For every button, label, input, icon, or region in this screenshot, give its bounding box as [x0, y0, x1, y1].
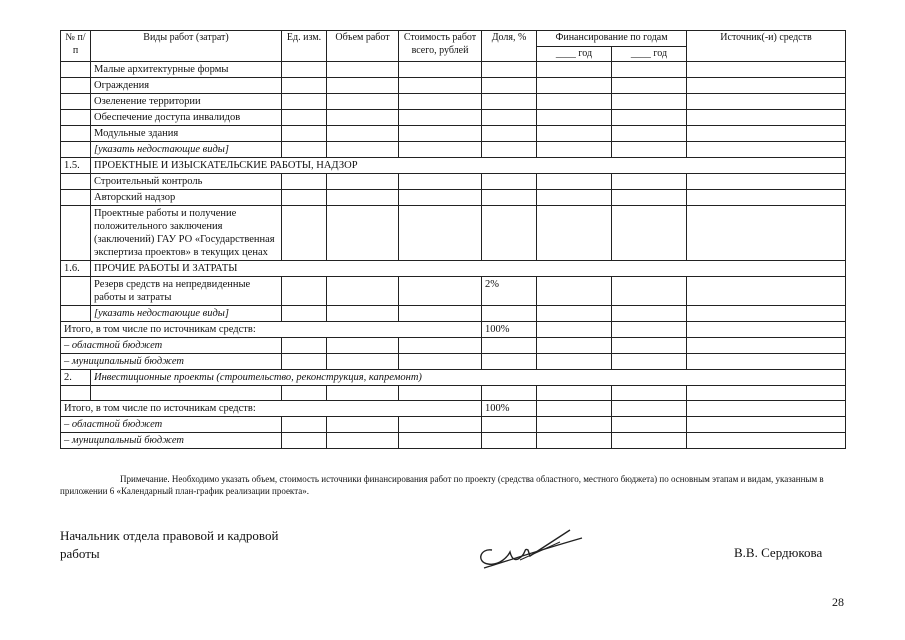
- total-row: [61, 322, 846, 338]
- work-name: Озеленение территории: [91, 94, 282, 110]
- missing-types: [указать недостающие виды]: [91, 142, 282, 158]
- signatory-name: В.В. Сердюкова: [734, 545, 823, 560]
- table-row: [61, 386, 846, 401]
- share-value: 100%: [482, 322, 537, 338]
- table-row: [61, 277, 846, 306]
- total-label: Итого, в том числе по источникам средств:: [61, 322, 482, 338]
- work-name: Малые архитектурные формы: [91, 62, 282, 78]
- total-label: Итого, в том числе по источникам средств:: [61, 401, 482, 417]
- table-row: [61, 417, 846, 433]
- header-cost: Стоимость работ всего, рублей: [399, 31, 482, 62]
- page-number: 28: [832, 595, 844, 609]
- section-num: 1.5.: [61, 158, 91, 174]
- budget-municipal: – муниципальный бюджет: [61, 354, 282, 370]
- budget-regional: – областной бюджет: [61, 338, 282, 354]
- header-num: № п/п: [61, 31, 91, 62]
- table-row: [61, 94, 846, 110]
- budget-municipal: – муниципальный бюджет: [61, 433, 282, 449]
- section-title: ПРОЕКТНЫЕ И ИЗЫСКАТЕЛЬСКИЕ РАБОТЫ, НАДЗОР: [91, 158, 846, 174]
- work-name: Резерв средств на непредвиденные работы и затраты: [91, 277, 282, 306]
- header-unit: Ед. изм.: [282, 31, 327, 62]
- work-name: Модульные здания: [91, 126, 282, 142]
- section-row: [61, 158, 846, 174]
- header-work: Виды работ (затрат): [91, 31, 282, 62]
- section-num: 1.6.: [61, 261, 91, 277]
- table-row: [61, 110, 846, 126]
- work-name: Строительный контроль: [91, 174, 282, 190]
- total-row: [61, 401, 846, 417]
- header-volume: Объем работ: [327, 31, 399, 62]
- table-row: [61, 306, 846, 322]
- work-name: Обеспечение доступа инвалидов: [91, 110, 282, 126]
- work-name: Проектные работы и получение положительного заключения (заключений) ГАУ РО «Государственная экспертиза проектов» в текущих ценах: [91, 206, 282, 261]
- header-financing: Финансирование по годам: [537, 31, 687, 47]
- section-title: ПРОЧИЕ РАБОТЫ И ЗАТРАТЫ: [91, 261, 846, 277]
- section-row: [61, 261, 846, 277]
- table-row: [61, 338, 846, 354]
- share-value: 2%: [482, 277, 537, 306]
- budget-regional: – областной бюджет: [61, 417, 282, 433]
- work-name: Ограждения: [91, 78, 282, 94]
- works-table: [60, 30, 846, 449]
- table-row: [61, 78, 846, 94]
- missing-types: [указать недостающие виды]: [91, 306, 282, 322]
- handwritten-signature: [470, 520, 590, 575]
- table-row: [61, 190, 846, 206]
- share-value: 100%: [482, 401, 537, 417]
- section-title: Инвестиционные проекты (строительство, реконструкция, капремонт): [91, 370, 846, 386]
- table-row: [61, 62, 846, 78]
- table-row: [61, 354, 846, 370]
- table-row: [61, 174, 846, 190]
- footnote: Примечание. Необходимо указать объем, стоимость источники финансирования работ по проекту (средства областного, местного бюджета) по основным этапам и видам, указанным в приложении 6 «Календарный план-график реализации проекта».: [60, 474, 824, 496]
- table-row: [61, 206, 846, 261]
- header-share: Доля, %: [482, 31, 537, 62]
- table-row: [61, 126, 846, 142]
- section-num: 2.: [61, 370, 91, 386]
- signatory-position: Начальник отдела правовой и кадровой работы: [60, 528, 279, 561]
- header-year2: ____ год: [612, 46, 687, 62]
- section-row: [61, 370, 846, 386]
- work-name: Авторский надзор: [91, 190, 282, 206]
- header-year1: ____ год: [537, 46, 612, 62]
- table-row: [61, 433, 846, 449]
- table-row: [61, 142, 846, 158]
- header-source: Источник(-и) средств: [687, 31, 846, 62]
